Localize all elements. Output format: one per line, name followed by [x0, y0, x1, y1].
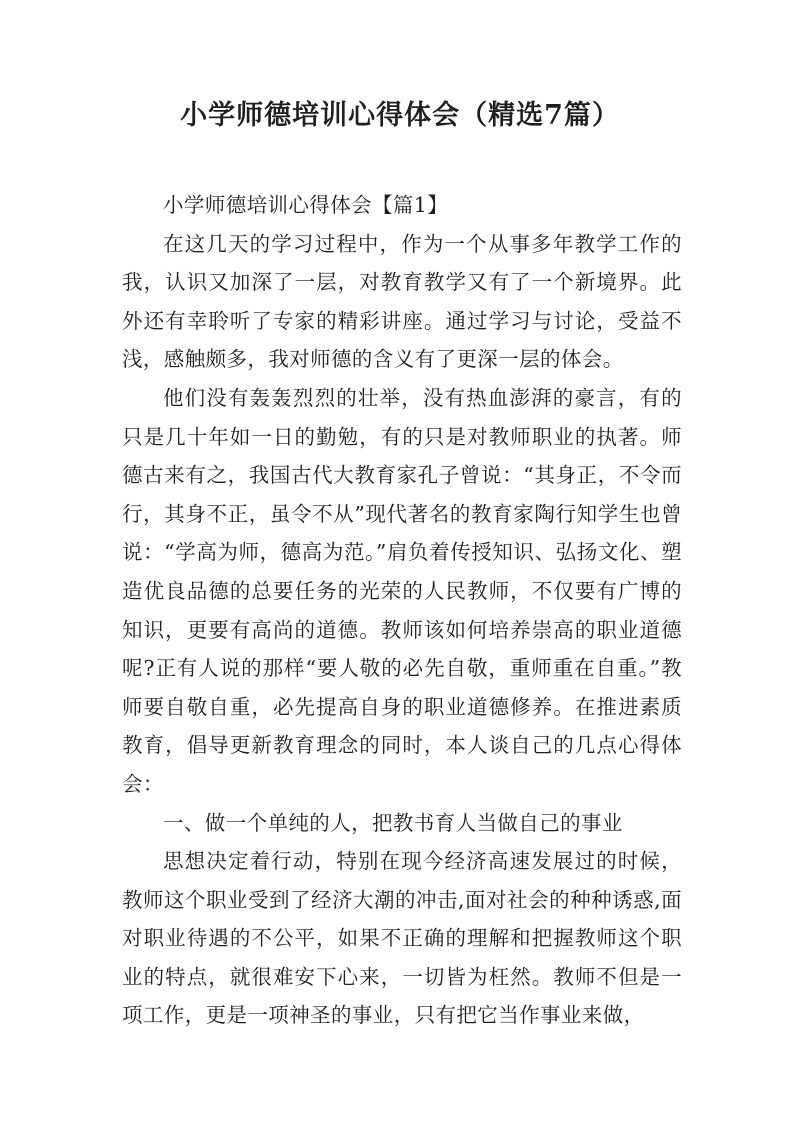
paragraph-heading-1: 一、做一个单纯的人，把教书育人当做自己的事业 — [163, 810, 623, 835]
paragraph-2: 他们没有轰轰烈烈的壮举，没有热血澎湃的豪言，有的只是几十年如一日的勤勉，有的只是对教师职业的执著。师德古来有之，我国古代大教育家孔子曾说：“其身正，不令而行，其身不正，虽令不从”现代著名的教育家陶行知学生也曾说：“学高为师，德高为范。”肩负着传授知识、弘扬文化、塑造优良品德的总要任务的光荣的人民教师，不仅要有广博的知识，更要有高尚的道德。教师该如何培养崇高的职业道德呢?正有人说的那样“要人敬的必先自敬，重师重在自重。”教师要自敬自重，必先提高自身的职业道德修养。在推进素质教育，倡导更新教育理念的同时，本人谈自己的几点心得体会： — [122, 385, 682, 796]
document-title: 小学师德培训心得体会（精选7篇） — [180, 100, 620, 131]
paragraph-1: 在这几天的学习过程中，作为一个从事多年教学工作的我，认识又加深了一层，对教育教学又有了一个新境界。此外还有幸聆听了专家的精彩讲座。通过学习与讨论，受益不浅，感触颇多，我对师德的含义有了更深一层的体会。 — [122, 231, 682, 372]
section-heading: 小学师德培训心得体会【篇1】 — [163, 193, 449, 217]
document-body — [122, 186, 682, 1035]
paragraph-3: 思想决定着行动，特别在现今经济高速发展过的时候，教师这个职业受到了经济大潮的冲击,面对社会的种种诱惑,面对职业待遇的不公平，如果不正确的理解和把握教师这个职业的特点，就很难安下心来，一切皆为枉然。教师不但是一项工作，更是一项神圣的事业，只有把它当作事业来做， — [122, 849, 682, 1028]
